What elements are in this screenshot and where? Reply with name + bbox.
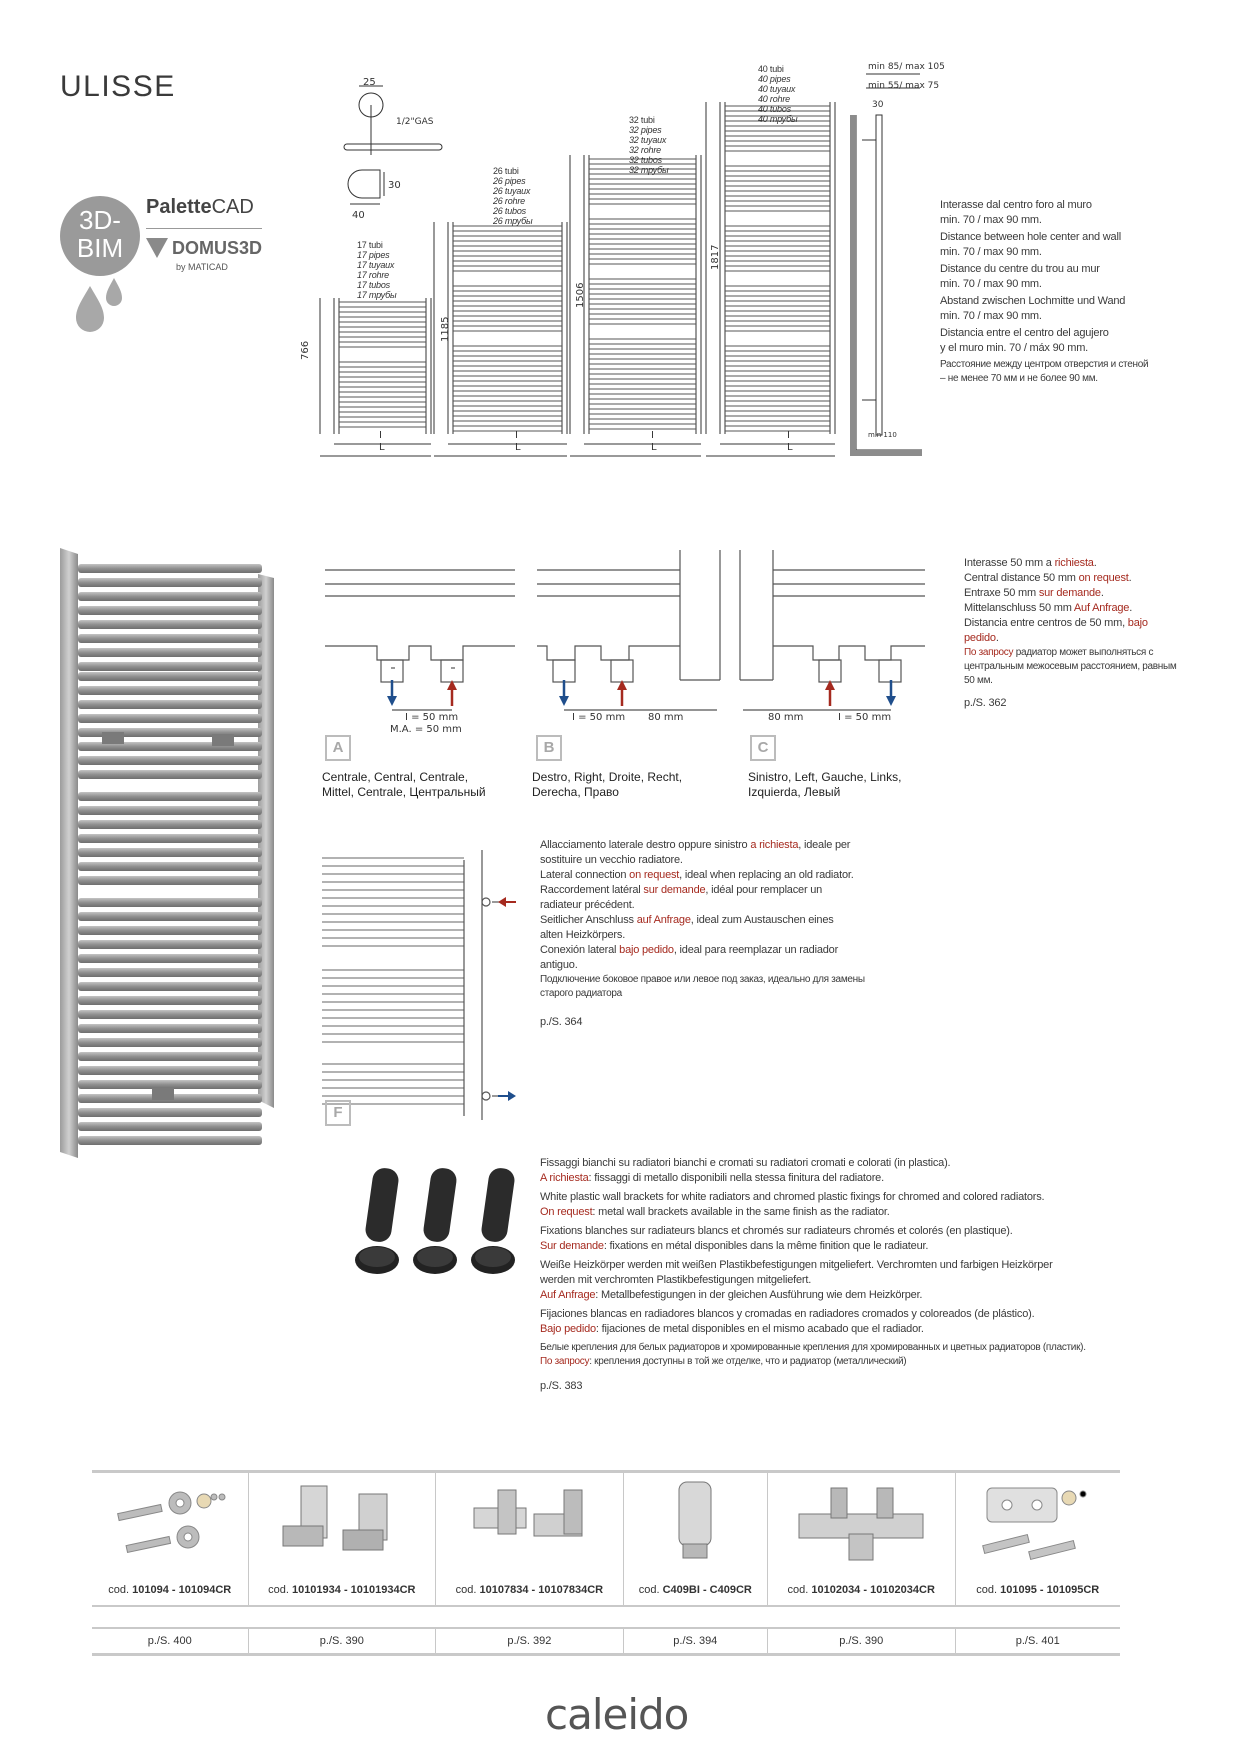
accessory-page-2: p./S. 390 (248, 1628, 436, 1655)
brand-logo: caleido (545, 1690, 689, 1739)
dim-C-1: 80 mm (768, 712, 804, 723)
accessory-pages-row (92, 1628, 1120, 1655)
dim-bracket-30: 30 (388, 180, 401, 191)
accessory-code-2: cod. 10101934 - 10101934CR (248, 1575, 436, 1606)
radiator-bar (78, 700, 262, 709)
side-connection-diagram (320, 850, 520, 1120)
accessory-image-6 (955, 1472, 1120, 1576)
dim-A-2: M.A. = 50 mm (390, 724, 462, 735)
radiator-bar (78, 1038, 262, 1047)
radiator-bar (78, 898, 262, 907)
radiator-bar (78, 912, 262, 921)
radiator-photo (58, 548, 278, 1158)
connection-diagrams (325, 550, 935, 730)
bim-badge (60, 196, 140, 276)
wall-side-view (856, 74, 922, 450)
radiator-1185-drawing (434, 222, 567, 434)
logo-divider (146, 228, 262, 229)
radiator-bar (78, 686, 262, 695)
connection-C-label: C (750, 735, 776, 761)
page-title: ULISSE (60, 70, 176, 103)
dim-wall-30: 30 (872, 100, 884, 110)
radiator-bar (78, 1066, 262, 1075)
model-1185-tubes: 26 tubi 26 pipes 26 tuyaux 26 rohre 26 tubos 26 трубы (493, 166, 533, 226)
dim-A-1: I = 50 mm (405, 712, 459, 723)
model-1506-tubes: 32 tubi 32 pipes 32 tuyaux 32 rohre 32 tubos 32 трубы (629, 115, 669, 175)
accessories-table (92, 1470, 1120, 1656)
label-I-4: I (787, 430, 790, 441)
bim-line1: 3D- (79, 205, 121, 235)
radiator-bar (78, 862, 262, 871)
label-I-1: I (379, 430, 382, 441)
radiator-bar (78, 606, 262, 615)
maticad-text: by MATICAD (176, 262, 228, 272)
dim-wall-2: min 55/ max 75 (868, 81, 940, 91)
radiator-bar (78, 926, 262, 935)
domus-logo: DOMUS3D (172, 238, 263, 258)
radiator-bar (78, 1010, 262, 1019)
model-1506-height: 1506 (575, 282, 586, 308)
dim-B-1: I = 50 mm (572, 712, 626, 723)
label-L-3: L (651, 442, 657, 453)
dim-C-2: I = 50 mm (838, 712, 892, 723)
dim-gas: 1/2"GAS (396, 117, 434, 127)
palette-text: Palette (146, 196, 212, 218)
label-I-2: I (515, 430, 518, 441)
radiator-bar (78, 996, 262, 1005)
wall-bracket (413, 1167, 458, 1274)
radiator-bar (78, 848, 262, 857)
accessory-code-3: cod. 10107834 - 10107834CR (436, 1575, 624, 1606)
wall-bracket (355, 1167, 400, 1274)
model-766-tubes: 17 tubi 17 pipes 17 tuyaux 17 rohre 17 tubos 17 трубы (357, 240, 397, 300)
label-L-1: L (379, 442, 385, 453)
radiator-bar (78, 1108, 262, 1117)
radiator-bar (78, 592, 262, 601)
wall-brackets-photo (355, 1162, 535, 1282)
radiator-bar (78, 620, 262, 629)
radiator-bar (78, 672, 262, 681)
model-1185-height: 1185 (440, 316, 451, 342)
interaxis-text: Interasse 50 mm a richiesta. Central distance 50 mm on request. Entraxe 50 mm sur demande. Mittelanschluss 50 mm Auf Anfrage. Distancia entre centros de 50 mm, bajo pedido. По запросу радиатор может выполняться с центральным межосевым расстоянием, равным 50 мм. p./S. 362 (964, 557, 1177, 709)
label-I-3: I (651, 430, 654, 441)
connection-B-label: B (536, 735, 562, 761)
radiator-bar (78, 940, 262, 949)
radiator-bar (78, 968, 262, 977)
model-1817-height: 1817 (710, 244, 721, 270)
radiator-bar (78, 634, 262, 643)
radiator-bar (78, 876, 262, 885)
radiator-bar (78, 820, 262, 829)
palette-cad-text: CAD (211, 196, 254, 218)
radiator-bar (78, 1080, 262, 1089)
label-L-2: L (515, 442, 521, 453)
connection-A-caption: Centrale, Central, Centrale, Mittel, Centrale, Центральный (322, 770, 486, 799)
dim-wall-1: min 85/ max 105 (868, 62, 945, 72)
radiator-bar (78, 714, 262, 723)
label-L-4: L (787, 442, 793, 453)
wall-bracket (471, 1167, 516, 1274)
accessory-image-2 (248, 1472, 436, 1576)
radiator-bar (78, 1052, 262, 1061)
radiator-bar (78, 806, 262, 815)
connection-C-caption: Sinistro, Left, Gauche, Links, Izquierda, Левый (748, 770, 902, 799)
radiator-bar (78, 792, 262, 801)
bim-line2: BIM (76, 233, 124, 263)
accessory-page-3: p./S. 392 (436, 1628, 624, 1655)
radiator-bar (78, 564, 262, 573)
radiator-bar (78, 1136, 262, 1145)
model-766-height: 766 (300, 340, 311, 360)
radiator-bar (78, 954, 262, 963)
connection-B-caption: Destro, Right, Droite, Recht, Derecha, Право (532, 770, 683, 799)
radiator-bar (78, 1024, 262, 1033)
radiator-bar (78, 834, 262, 843)
accessory-image-1 (92, 1472, 248, 1576)
accessory-code-6: cod. 101095 - 101095CR (955, 1575, 1120, 1606)
palette-cad-logo (146, 196, 254, 219)
brackets-text: Fissaggi bianchi su radiatori bianchi e cromati su radiatori cromati e colorati (in plastica). A richiesta: fissaggi di metallo disponibili nella stessa finitura del radiatore. White plastic wall brackets for white radiators and chromed plastic fixings for chromed and colored radiators. On request: metal wall brackets available in the same finish as the radiator. Fixations blanches sur radiateurs blancs et chromés sur radiateurs chromés et colorés (en plastique). Sur demande: fixations en métal disponibles dans la même finition que le radiateur. Weiße Heizkörper werden mit weißen Plastikbefestigungen mitgeliefert. Verchromten und farbigen Heizkörper werden mit verchromten Plastikbefestigungen mitgeliefert. Auf Anfrage: Metallbefestigungen in der gleichen Ausführung wie dem Heizkörper. Fijaciones blancas en radiadores blancos y cromadas en radiadores cromados y coloreados (de plástico). Bajo pedido: fijaciones de metal disponibles en el mismo acabado que el radiador. Белые крепления для белых радиаторов и хромированные крепления для хромированных и цветных радиаторов (пластик). По запросу: крепления доступны в той же отделке, что и радиатор (металлический) p./S. 383 (540, 1157, 1086, 1392)
wall-distance-text: Interasse dal centro foro al muro min. 70 / max 90 mm. Distance between hole center and wall min. 70 / max 90 mm. Distance du centre du trou au mur min. 70 / max 90 mm. Abstand zwischen Lochmitte und Wand min. 70 / max 90 mm. Distancia entre el centro del agujero y el muro min. 70 / máx 90 mm. Расстояние между центром отверстия и стеной – не менее 70 мм и не более 90 мм. (940, 199, 1149, 384)
accessory-image-3 (436, 1472, 624, 1576)
dim-bracket-40: 40 (352, 210, 365, 221)
side-connection-text: Allacciamento laterale destro oppure sinistro a richiesta, ideale per sostituire un vecchio radiatore. Lateral connection on request, ideal when replacing an old radiator. Raccordement latéral sur demande, idéal pour remplacer un radiateur précédent. Seitlicher Anschluss auf Anfrage, ideal zum Austauschen eines alten Heizkörpers. Conexión lateral bajo pedido, ideal para reemplazar un radiador antiguo. Подключение боковое правое или левое под заказ, идеально для замены старого радиатора p./S. 364 (540, 839, 865, 1028)
accessory-image-5 (767, 1472, 955, 1576)
radiator-bar (78, 648, 262, 657)
accessory-code-1: cod. 101094 - 101094CR (92, 1575, 248, 1606)
radiator-bar (78, 662, 262, 671)
model-1817-tubes: 40 tubi 40 pipes 40 tuyaux 40 rohre 40 tubos 40 трубы (758, 64, 798, 124)
radiator-bar (78, 578, 262, 587)
dim-B-2: 80 mm (648, 712, 684, 723)
radiator-1817-drawing (706, 102, 835, 434)
radiator-bar (78, 770, 262, 779)
accessory-image-4 (623, 1472, 767, 1576)
connection-A-label: A (325, 735, 351, 761)
accessory-page-6: p./S. 401 (955, 1628, 1120, 1655)
radiator-bar (78, 1122, 262, 1131)
radiator-766-drawing (320, 298, 431, 434)
accessory-code-5: cod. 10102034 - 10102034CR (767, 1575, 955, 1606)
accessory-page-5: p./S. 390 (767, 1628, 955, 1655)
accessory-page-4: p./S. 394 (623, 1628, 767, 1655)
radiator-bar (78, 756, 262, 765)
water-drop-icon (72, 278, 126, 340)
dim-pipe-25: 25 (363, 77, 376, 88)
accessory-code-4: cod. C409BI - C409CR (623, 1575, 767, 1606)
dim-wall-floor: min 110 (868, 431, 897, 439)
connection-F-label: F (325, 1100, 351, 1126)
domus-icon (146, 238, 168, 260)
accessory-page-1: p./S. 400 (92, 1628, 248, 1655)
accessory-images-row (92, 1472, 1120, 1576)
radiator-bar (78, 982, 262, 991)
accessory-codes-row (92, 1575, 1120, 1606)
